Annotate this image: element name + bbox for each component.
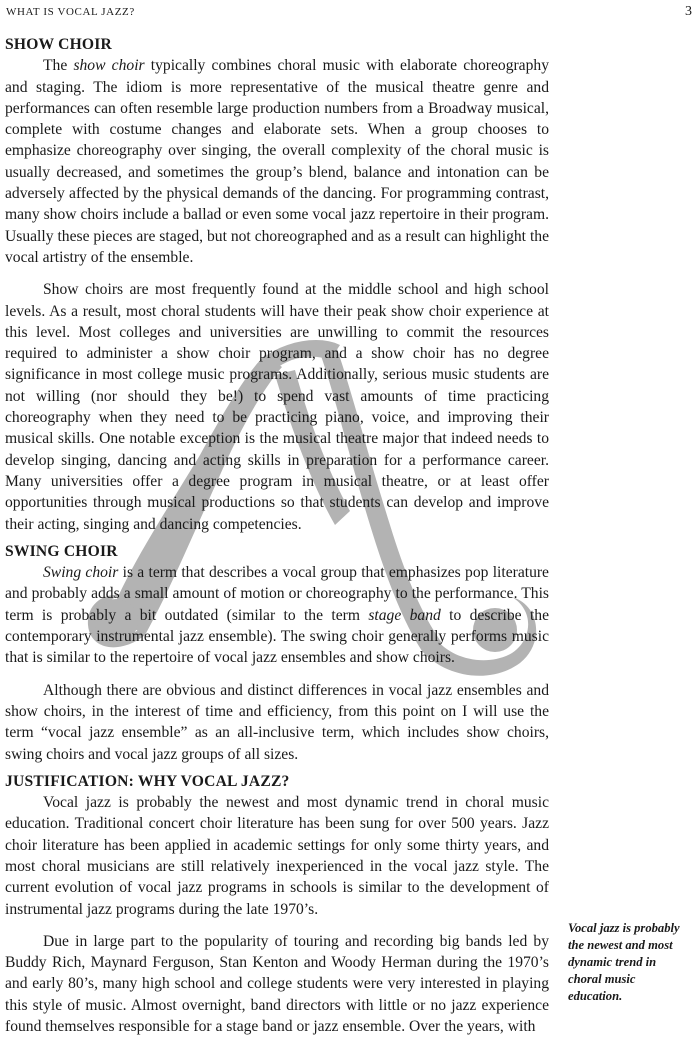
term-show-choir: show choir xyxy=(73,57,145,75)
paragraph-swing-choir-2: Although there are obvious and distinct differences in vocal jazz ensembles and show choirs, in the interest of time and efficiency, from this point on I will use the term “vocal jazz ensemble” as an all-inclusive term, which includes show choirs, swing choirs and vocal jazz groups of all sizes. xyxy=(5,681,549,763)
heading-show-choir: SHOW CHOIR xyxy=(5,36,112,53)
term-stage-band: stage band xyxy=(368,606,441,624)
text-run: to describe the contemporary instrumental jazz ensemble). The swing choir generally performs music that is similar to the repertoire of vocal jazz ensembles and show choirs. xyxy=(5,606,549,667)
paragraph-justification-2: Due in large part to the popularity of touring and recording big bands led by Buddy Rich, Maynard Ferguson, Stan Kenton and Woody Herman during the 1970’s and early 80’s, many high school and college students were very interested in playing this style of music. Almost overnight, band directors with little or no jazz experience found themselves responsible for a stage band or jazz ensemble. Over the years, with xyxy=(5,932,549,1036)
running-head: WHAT IS VOCAL JAZZ? xyxy=(6,6,135,18)
margin-note: Vocal jazz is probably the newest and most dynamic trend in choral music education. xyxy=(568,921,680,1003)
paragraph-swing-choir-1 xyxy=(5,562,549,668)
text-run: is a term that describes a vocal group that emphasizes pop literature and probably adds a small amount of motion or choreography to the performance. This term is probably a bit outdated (similar to the term xyxy=(5,564,549,624)
page-number: 3 xyxy=(685,4,692,19)
paragraph-show-choir-2: Show choirs are most frequently found at the middle school and high school levels. As a result, most choral students will have their peak show choir experience at this level. Most colleges and universities are unwilling to commit the resources required to administer a show choir program, and a show choir has no degree significance in most college music programs. Additionally, serious music students are not willing (nor should they be!) to spend vast amounts of time practicing choreography when they need to be practicing piano, voice, and improving their musical skills. One notable exception is the musical theatre major that indeed needs to develop singing, dancing and acting skills in preparation for a performance career. Many universities offer a degree program in musical theatre, or at least offer opportunities through musical productions so that students can develop and improve their acting, singing and dancing competencies. xyxy=(5,281,549,533)
paragraph-justification-1: Vocal jazz is probably the newest and most dynamic trend in choral music education. Traditional concert choir literature has been sung for over 500 years. Jazz choir literature has been applied in academic settings for only some thirty years, and most choral musicians are still relatively inexperienced in the vocal jazz style. The current evolution of vocal jazz programs in schools is similar to the development of instrumental jazz programs during the late 1970’s. xyxy=(5,794,549,918)
paragraph-show-choir-1 xyxy=(5,55,549,268)
heading-justification: JUSTIFICATION: WHY VOCAL JAZZ? xyxy=(5,772,290,790)
term-swing-choir: Swing choir xyxy=(43,564,119,582)
main-text xyxy=(5,34,549,1037)
text-run: The xyxy=(43,57,74,75)
heading-swing-choir: SWING CHOIR xyxy=(5,542,118,560)
text-run: typically combines choral music with elaborate choreography and staging. The idiom is more representative of the musical theatre genre and performances can often resemble large production numbers from a Broadway musical, complete with costume changes and elaborate sets. When a group chooses to emphasize choreography over singing, the overall complexity of the choral music is usually decreased, and sometimes the group’s blend, balance and intonation can be adversely affected by the physical demands of the dancing. For programming contrast, many show choirs include a ballad or even some vocal jazz repertoire in their program. Usually these pieces are staged, but not choreographed and as a result can highlight the vocal artistry of the ensemble. xyxy=(5,57,549,266)
